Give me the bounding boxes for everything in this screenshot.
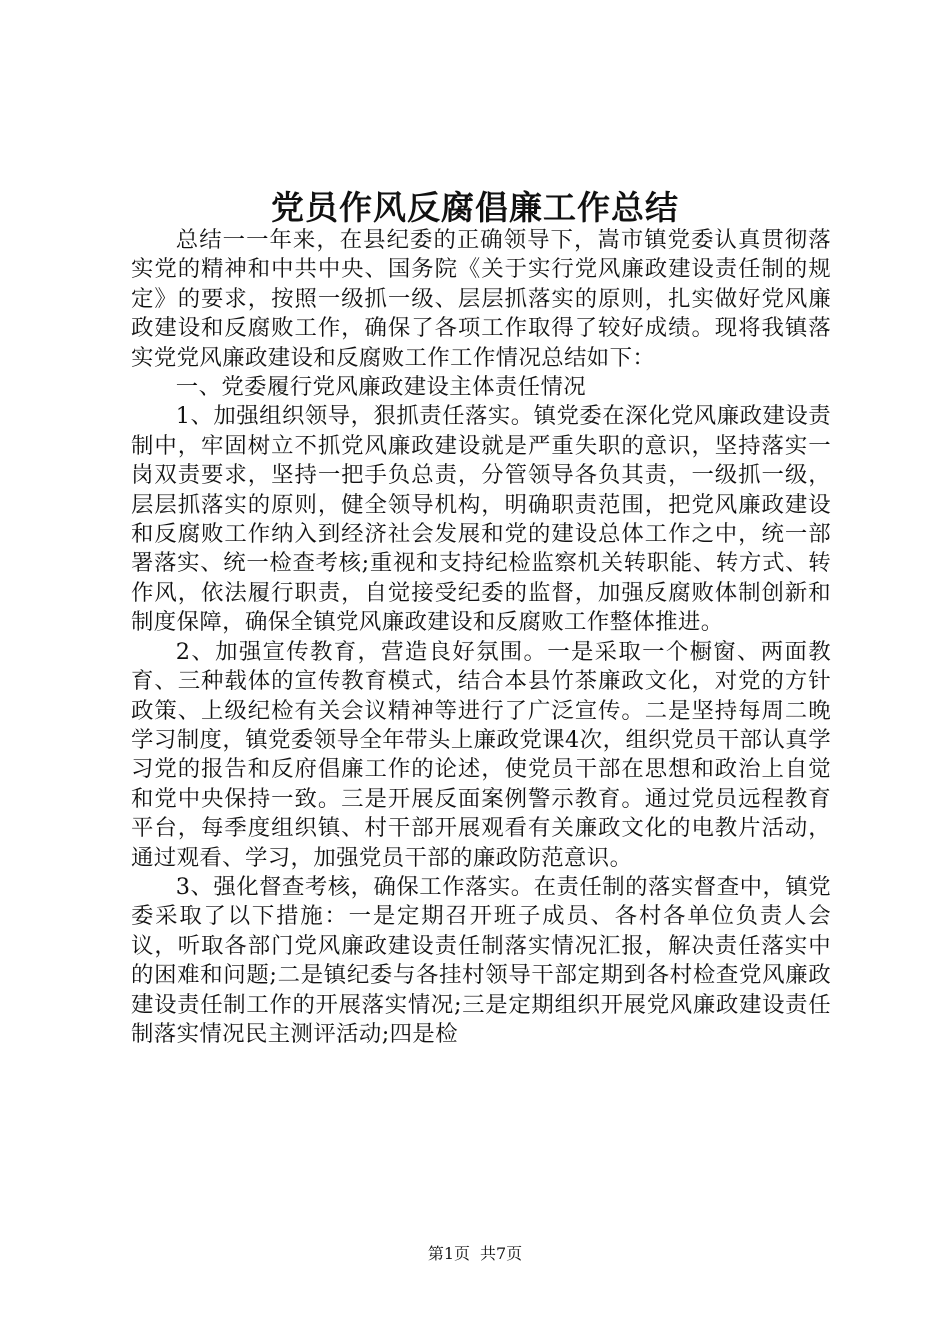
page-number: 第1页 — [427, 1244, 470, 1263]
section-heading: 一、党委履行党风廉政建设主体责任情况 — [175, 374, 587, 401]
paragraph-education: 2、加强宣传教育，营造良好氛围。一是采取一个橱窗、两面教育、三种载体的宣传教育模式，结合本县竹茶廉政文化，对党的方针政策、上级纪检有关会议精神等进行了广泛宣传。二是坚持每周二晚学习制度，镇党委领导全年带头上廉政党课4次，组织党员干部认真学习党的报告和反府倡廉工作的论述，使党员干部在思想和政治上自觉和党中央保持一致。三是开展反面案例警示教育。通过党员远程教育平台，每季度组织镇、村干部开展观看有关廉政文化的电教片活动，通过观看、学习，加强党员干部的廉政防范意识。 — [131, 638, 831, 871]
page-total: 共7页 — [480, 1244, 523, 1263]
document-body — [131, 226, 831, 1049]
paragraph-organization: 1、加强组织领导，狠抓责任落实。镇党委在深化党风廉政建设责制中，牢固树立不抓党风廉政建设就是严重失职的意识，坚持落实一岗双责要求，坚持一把手负总责，分管领导各负其责，一级抓一级，层层抓落实的原则，健全领导机构，明确职责范围，把党风廉政建设和反腐败工作纳入到经济社会发展和党的建设总体工作之中，统一部署落实、统一检查考核;重视和支持纪检监察机关转职能、转方式、转作风，依法履行职责，自觉接受纪委的监督，加强反腐败体制创新和制度保障，确保全镇党风廉政建设和反腐败工作整体推进。 — [131, 403, 831, 636]
document-title: 党员作风反腐倡廉工作总结 — [271, 188, 679, 227]
page-footer — [0, 1243, 950, 1265]
paragraph-intro: 总结一一年来，在县纪委的正确领导下，嵩市镇党委认真贯彻落实党的精神和中共中央、国务院《关于实行党风廉政建设责任制的规定》的要求，按照一级抓一级、层层抓落实的原则，扎实做好党风廉政建设和反腐败工作，确保了各项工作取得了较好成绩。现将我镇落实党党风廉政建设和反腐败工作工作情况总结如下： — [131, 227, 831, 371]
paragraph-supervision: 3、强化督查考核，确保工作落实。在责任制的落实督查中，镇党委采取了以下措施：一是定期召开班子成员、各村各单位负责人会议，听取各部门党风廉政建设责任制落实情况汇报，解决责任落实中的困难和问题;二是镇纪委与各挂村领导干部定期到各村检查党风廉政建设责任制工作的开展落实情况;三是定期组织开展党风廉政建设责任制落实情况民主测评活动;四是检 — [131, 873, 831, 1047]
